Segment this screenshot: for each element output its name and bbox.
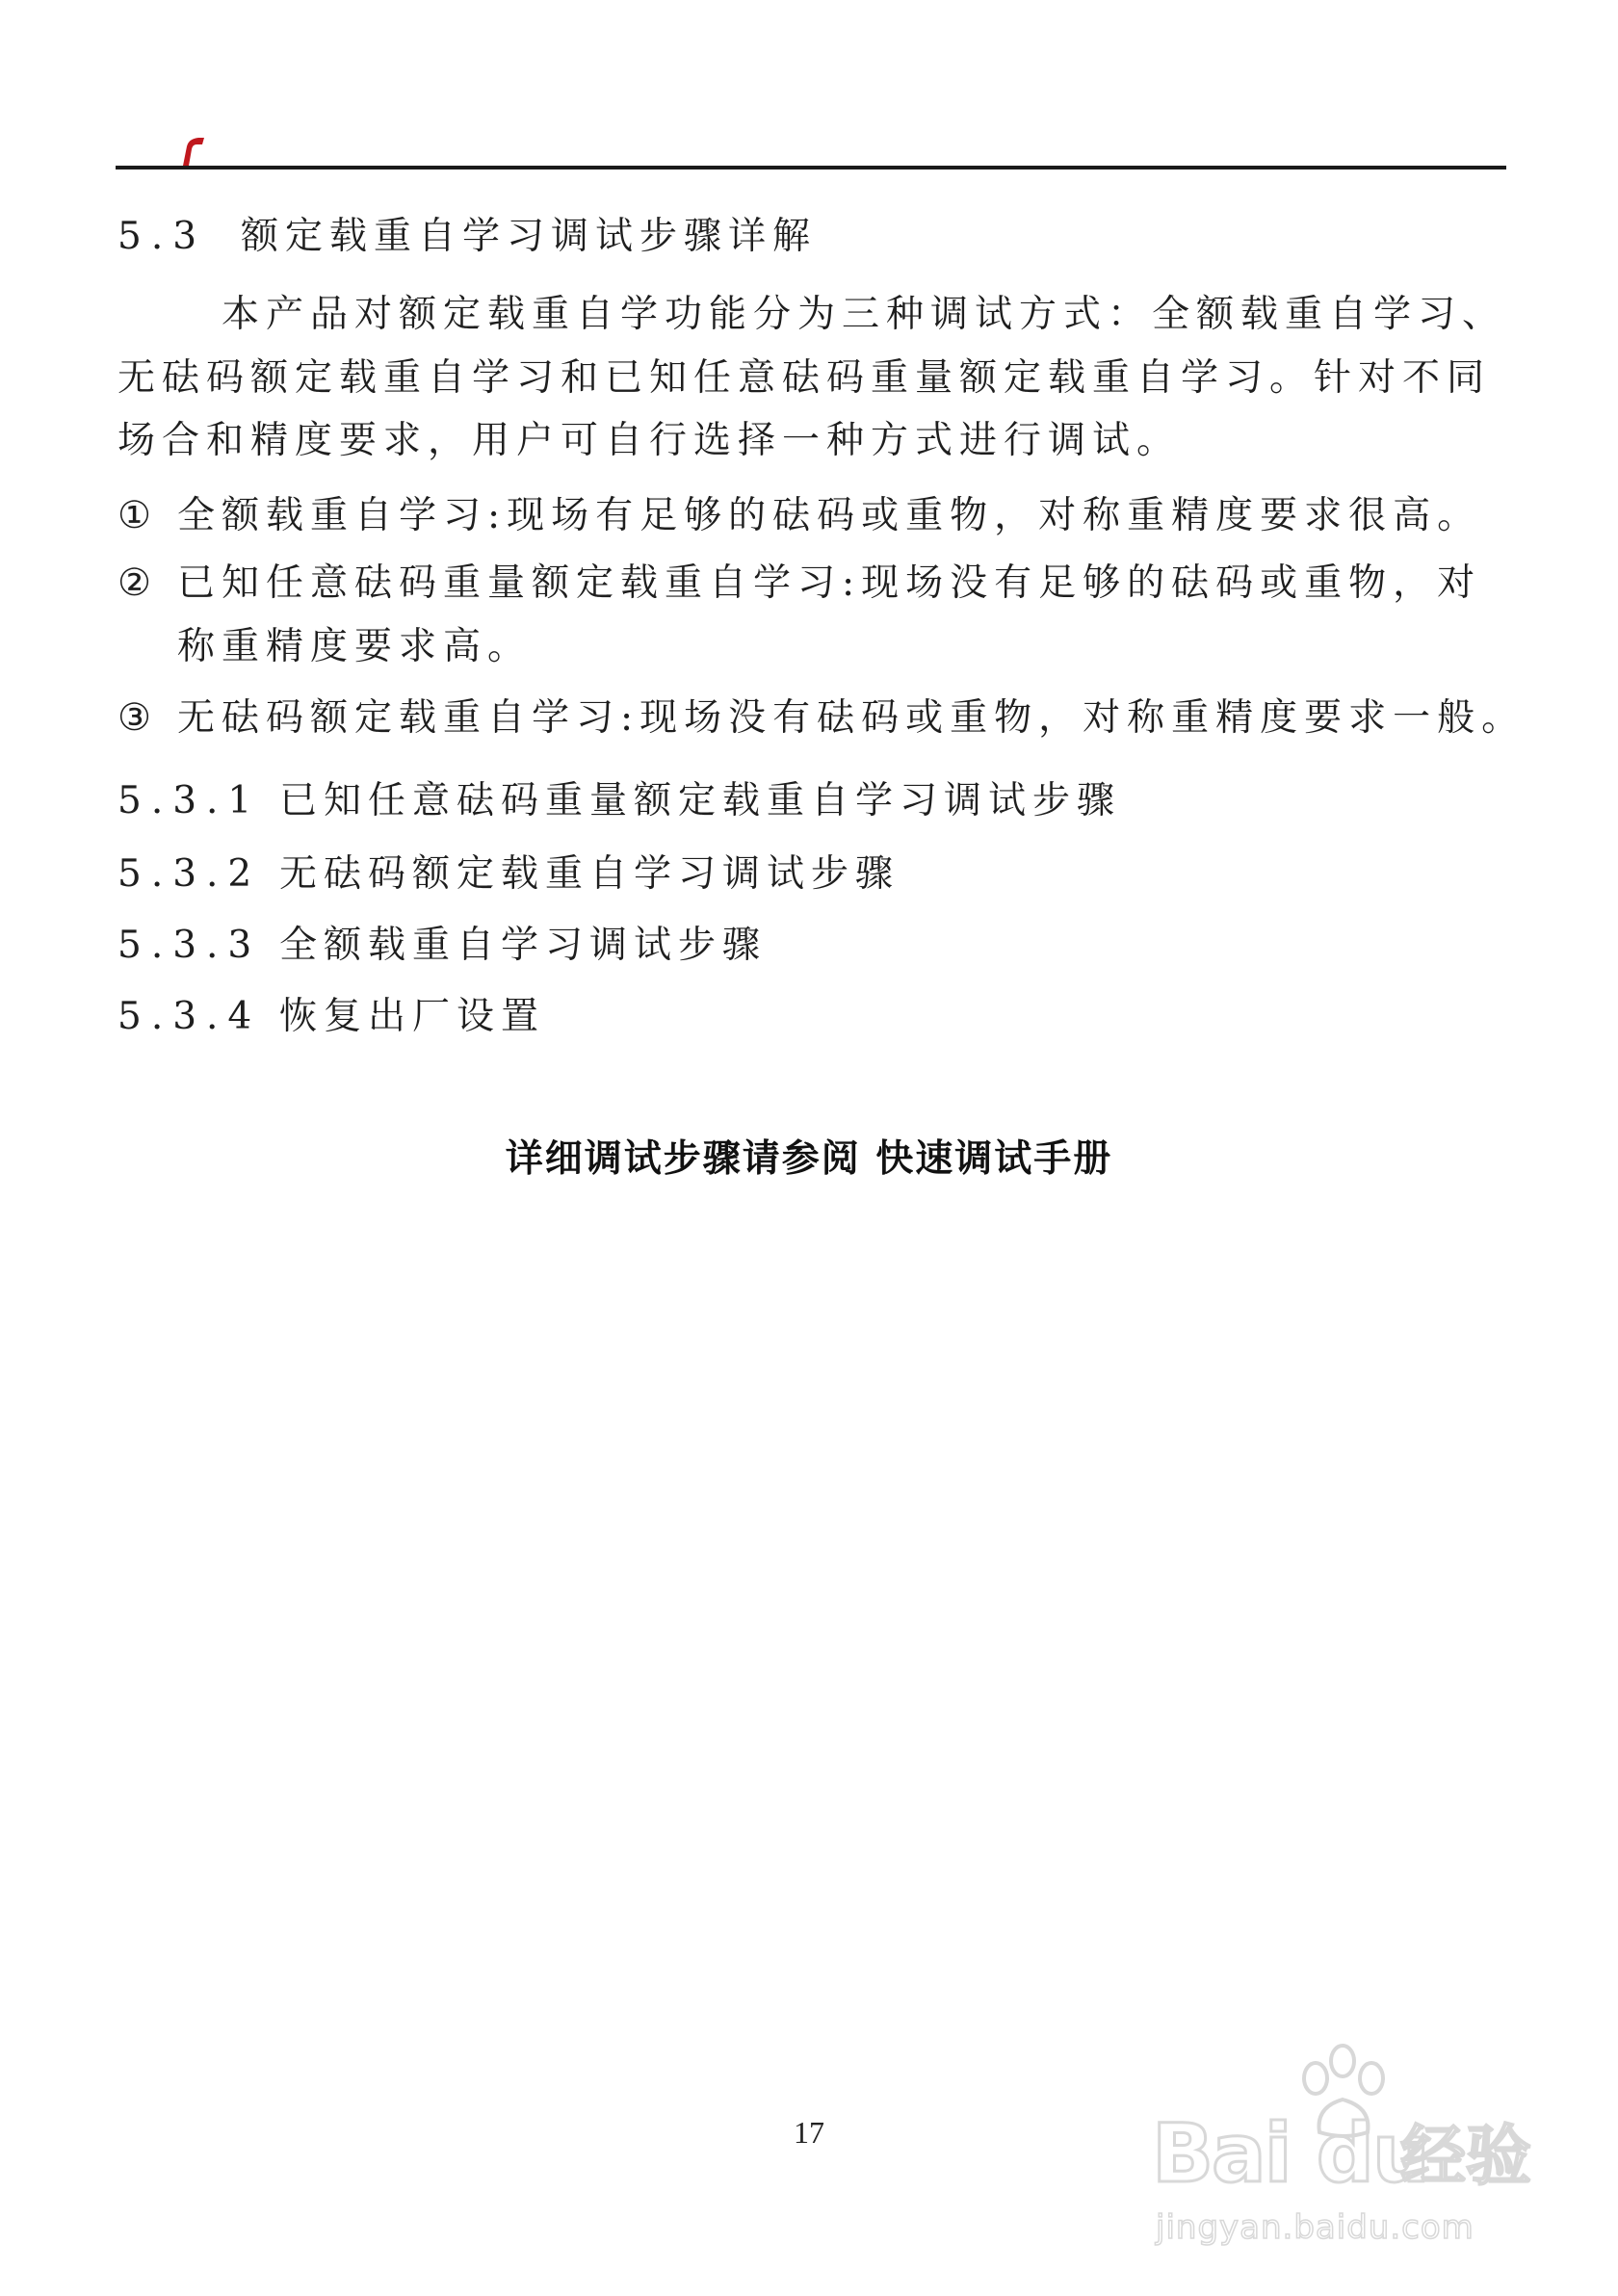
- subsection-title: 恢复出厂设置: [279, 995, 546, 1038]
- page-number: 17: [794, 2115, 824, 2150]
- subsection-title: 无砝码额定载重自学习调试步骤: [279, 852, 900, 896]
- subsection-5-3-3: [117, 923, 767, 969]
- mode-marker-3: ③: [117, 696, 151, 740]
- subsection-number: 5.3.2: [117, 852, 262, 896]
- header-logo-mark: [179, 137, 204, 166]
- intro-line-2: 无砝码额定载重自学习和已知任意砝码重量额定载重自学习。针对不同: [117, 356, 1492, 400]
- section-heading: [117, 214, 817, 260]
- subsection-number: 5.3.1: [117, 779, 262, 822]
- subsection-5-3-4: [117, 994, 545, 1040]
- mode-item-1: [117, 493, 1481, 539]
- mode-item-3: [117, 695, 1526, 742]
- section-title: 额定载重自学习调试步骤详解: [241, 215, 818, 258]
- mode-marker-1: ①: [117, 494, 151, 537]
- baidu-jingyan-watermark: [1152, 2040, 1537, 2252]
- mode-text-1: 全额载重自学习:现场有足够的砝码或重物，对称重精度要求很高。: [177, 494, 1482, 537]
- mode-marker-2: ②: [117, 561, 151, 605]
- mode-item-2: [117, 561, 1481, 607]
- intro-line-3: 场合和精度要求，用户可自行选择一种方式进行调试。: [117, 419, 1182, 462]
- section-number: 5.3: [117, 215, 207, 258]
- watermark-logo-text: Bai du: [1152, 2106, 1428, 2201]
- reference-note: 详细调试步骤请参阅 快速调试手册: [505, 1137, 1113, 1181]
- subsection-number: 5.3.3: [117, 924, 262, 967]
- watermark-jingyan-text: 经验: [1400, 2119, 1532, 2195]
- watermark-url: jingyan.baidu.com: [1156, 2208, 1474, 2247]
- subsection-title: 已知任意砝码重量额定载重自学习调试步骤: [279, 779, 1122, 822]
- intro-line-1: 本产品对额定载重自学功能分为三种调试方式：全额载重自学习、: [222, 293, 1507, 336]
- subsection-number: 5.3.4: [117, 995, 262, 1038]
- subsection-5-3-2: [117, 851, 900, 898]
- mode-text-2-continuation: 称重精度要求高。: [177, 625, 533, 668]
- header-rule: [116, 166, 1506, 170]
- mode-text-2: 已知任意砝码重量额定载重自学习:现场没有足够的砝码或重物，对: [177, 561, 1482, 605]
- subsection-5-3-1: [117, 778, 1121, 824]
- subsection-title: 全额载重自学习调试步骤: [279, 924, 768, 967]
- mode-text-3: 无砝码额定载重自学习:现场没有砝码或重物，对称重精度要求一般。: [177, 696, 1527, 740]
